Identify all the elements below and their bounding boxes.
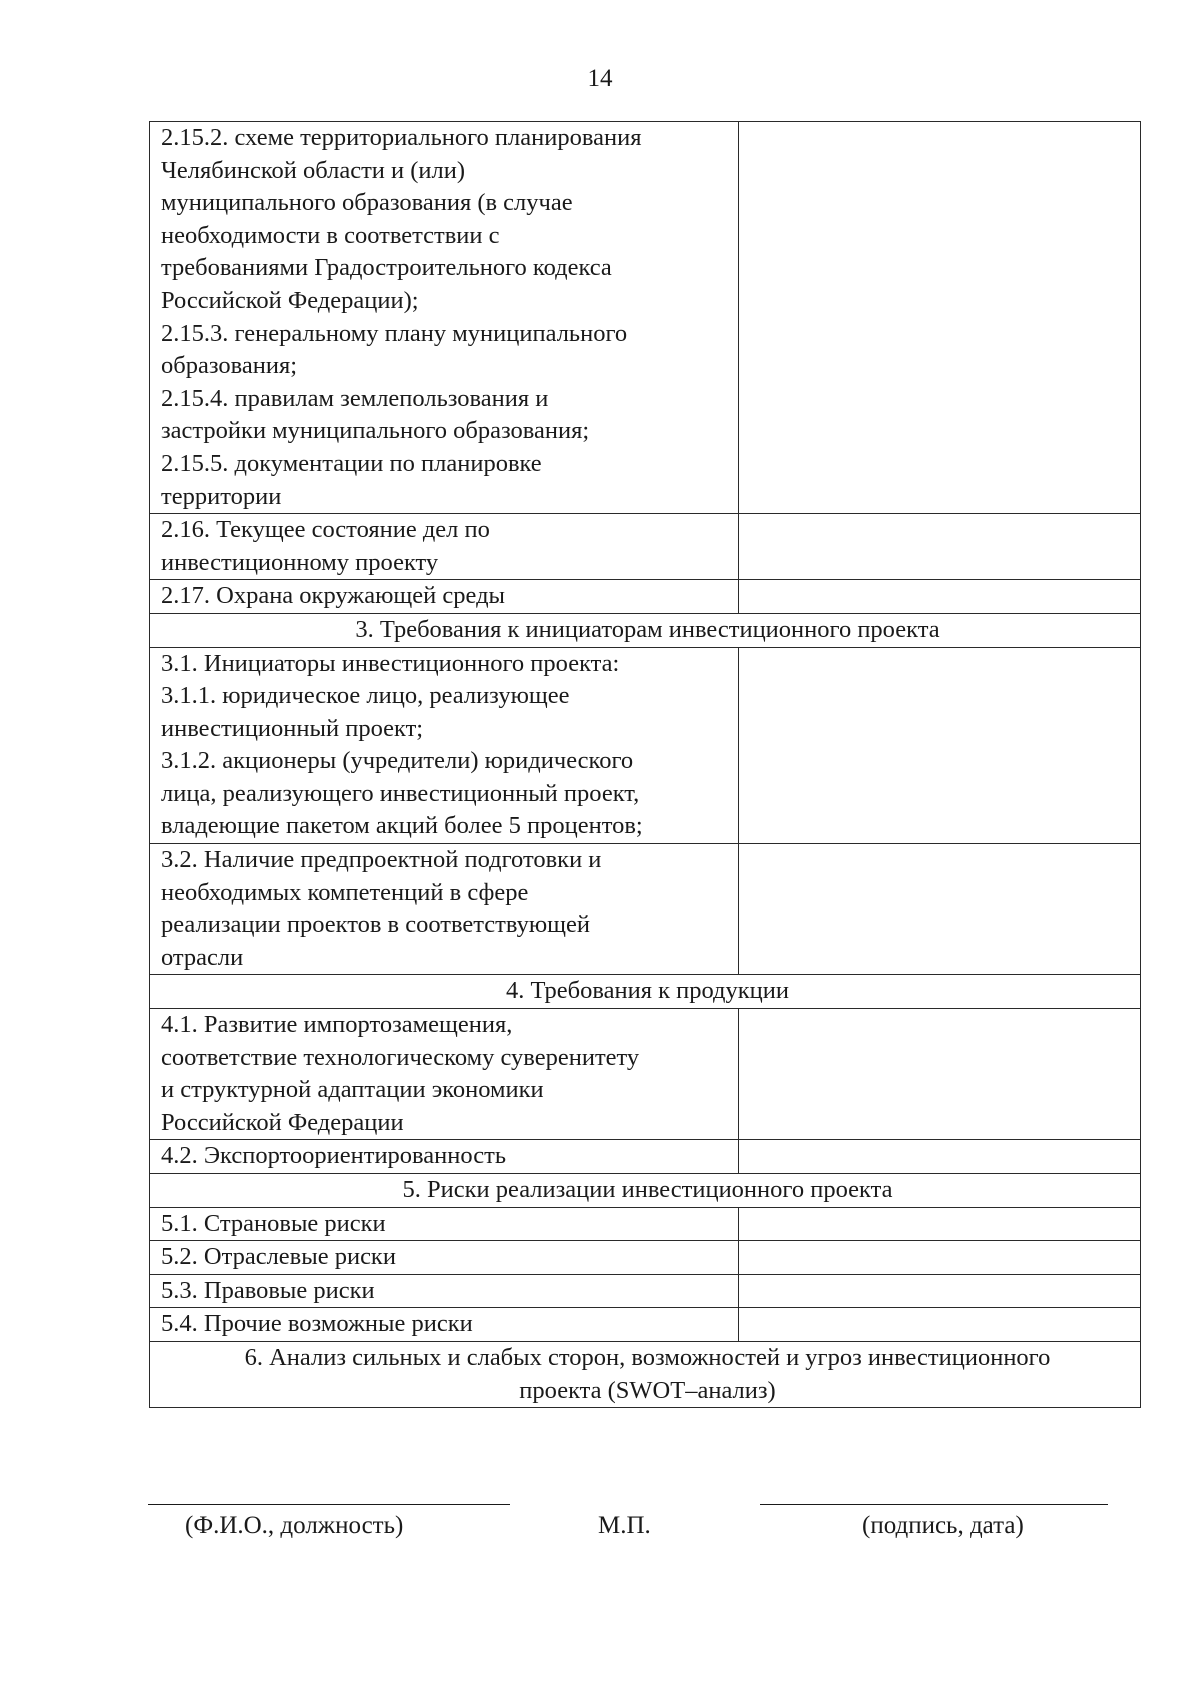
- criterion-text-line: отрасли: [161, 943, 244, 971]
- table-row: [150, 514, 1141, 580]
- table-body: [150, 122, 1141, 1408]
- criterion-text-line: 2.16. Текущее состояние дел по: [161, 516, 490, 544]
- criterion-text-line: реализации проектов в соответствующей: [161, 911, 591, 939]
- criterion-text-line: 5. Риски реализации инвестиционного проекта: [402, 1176, 893, 1203]
- signature-date-line: [760, 1504, 1108, 1505]
- criterion-cell: [150, 647, 739, 844]
- section-title: [150, 613, 1141, 647]
- stamp-place-label: М.П.: [598, 1512, 651, 1539]
- value-cell[interactable]: [739, 844, 1141, 975]
- value-cell[interactable]: [739, 514, 1141, 580]
- criterion-text-line: 3.1.2. акционеры (учредители) юридического: [161, 747, 634, 775]
- criterion-cell: [150, 1308, 739, 1342]
- criterion-text-line: 4. Требования к продукции: [506, 977, 789, 1005]
- section-header-row: [150, 1174, 1141, 1208]
- criterion-cell: [150, 1274, 739, 1308]
- criterion-text-line: 2.15.3. генеральному плану муниципального: [161, 319, 628, 347]
- criterion-text-line: инвестиционный проект;: [161, 714, 424, 742]
- criterion-cell: [150, 1140, 739, 1174]
- value-cell[interactable]: [739, 1308, 1141, 1342]
- table-row: [150, 1274, 1141, 1308]
- criterion-text-line: владеющие пакетом акций более 5 процентов;: [161, 812, 643, 840]
- table-row: [150, 844, 1141, 975]
- criterion-text-line: застройки муниципального образования;: [161, 417, 590, 445]
- criterion-text-line: Российской Федерации: [161, 1108, 404, 1136]
- section-title: [150, 1174, 1141, 1208]
- criterion-cell: [150, 1207, 739, 1241]
- criterion-text-line: 5.2. Отраслевые риски: [161, 1243, 396, 1271]
- value-cell[interactable]: [739, 1274, 1141, 1308]
- criterion-cell: [150, 1241, 739, 1275]
- value-cell[interactable]: [739, 1207, 1141, 1241]
- criterion-text-line: 2.17. Охрана окружающей среды: [161, 582, 505, 610]
- criterion-text-line: необходимых компетенций в сфере: [161, 878, 529, 906]
- criterion-text-line: необходимости в соответствии с: [161, 221, 500, 249]
- criterion-text-line: 5.3. Правовые риски: [161, 1276, 375, 1304]
- criterion-cell: [150, 844, 739, 975]
- fio-signature-line: [148, 1504, 510, 1505]
- signature-date-label: (подпись, дата): [862, 1512, 1024, 1539]
- criterion-text-line: лица, реализующего инвестиционный проект,: [161, 779, 640, 807]
- criterion-text-line: 2.15.5. документации по планировке: [161, 449, 542, 477]
- criterion-text-line: и структурной адаптации экономики: [161, 1076, 544, 1104]
- value-cell[interactable]: [739, 647, 1141, 844]
- section-title: [150, 975, 1141, 1009]
- criterion-text-line: требованиями Градостроительного кодекса: [161, 254, 612, 282]
- value-cell[interactable]: [739, 1009, 1141, 1140]
- criterion-cell: [150, 122, 739, 514]
- criterion-text-line: 3.2. Наличие предпроектной подготовки и: [161, 846, 602, 874]
- criterion-text-line: 5.4. Прочие возможные риски: [161, 1310, 473, 1338]
- table-row: [150, 647, 1141, 844]
- criterion-cell: [150, 514, 739, 580]
- criterion-text-line: муниципального образования (в случае: [161, 189, 573, 217]
- application-form-table: [149, 121, 1141, 1408]
- fio-position-label: (Ф.И.О., должность): [185, 1512, 404, 1539]
- criterion-text-line: 4.2. Экспортоориентированность: [161, 1142, 507, 1170]
- criterion-text-line: 3.1. Инициаторы инвестиционного проекта:: [161, 649, 620, 677]
- criterion-text-line: 5.1. Страновые риски: [161, 1209, 386, 1237]
- table-row: [150, 1308, 1141, 1342]
- criterion-cell: [150, 1009, 739, 1140]
- criterion-text-line: 2.15.2. схеме территориального планирования: [161, 124, 642, 151]
- criterion-text-line: 3.1.1. юридическое лицо, реализующее: [161, 682, 570, 710]
- criterion-text-line: 3. Требования к инициаторам инвестиционного проекта: [355, 615, 940, 643]
- criterion-text-line: соответствие технологическому суверенитету: [161, 1043, 640, 1071]
- criterion-cell: [150, 580, 739, 614]
- criterion-text-line: 6. Анализ сильных и слабых сторон, возможностей и угроз инвестиционного: [244, 1343, 1051, 1371]
- table-row: [150, 122, 1141, 514]
- table-row: [150, 580, 1141, 614]
- criterion-text-line: проекта (SWOT–анализ): [519, 1376, 776, 1404]
- table-row: [150, 1140, 1141, 1174]
- criterion-text-line: 4.1. Развитие импортозамещения,: [161, 1011, 513, 1039]
- section-header-row: [150, 613, 1141, 647]
- value-cell[interactable]: [739, 580, 1141, 614]
- table-row: [150, 1207, 1141, 1241]
- criterion-text-line: Российской Федерации);: [161, 286, 419, 314]
- criterion-text-line: 2.15.4. правилам землепользования и: [161, 384, 549, 412]
- section-header-row: [150, 1341, 1141, 1407]
- criterion-text-line: инвестиционному проекту: [161, 548, 439, 576]
- page-number: 14: [587, 65, 613, 92]
- section-title: [150, 1341, 1141, 1407]
- section-header-row: [150, 975, 1141, 1009]
- value-cell[interactable]: [739, 1241, 1141, 1275]
- value-cell[interactable]: [739, 122, 1141, 514]
- criterion-text-line: Челябинской области и (или): [161, 156, 466, 184]
- criterion-text-line: территории: [161, 482, 282, 510]
- value-cell[interactable]: [739, 1140, 1141, 1174]
- table-row: [150, 1241, 1141, 1275]
- table-row: [150, 1009, 1141, 1140]
- criterion-text-line: образования;: [161, 352, 298, 380]
